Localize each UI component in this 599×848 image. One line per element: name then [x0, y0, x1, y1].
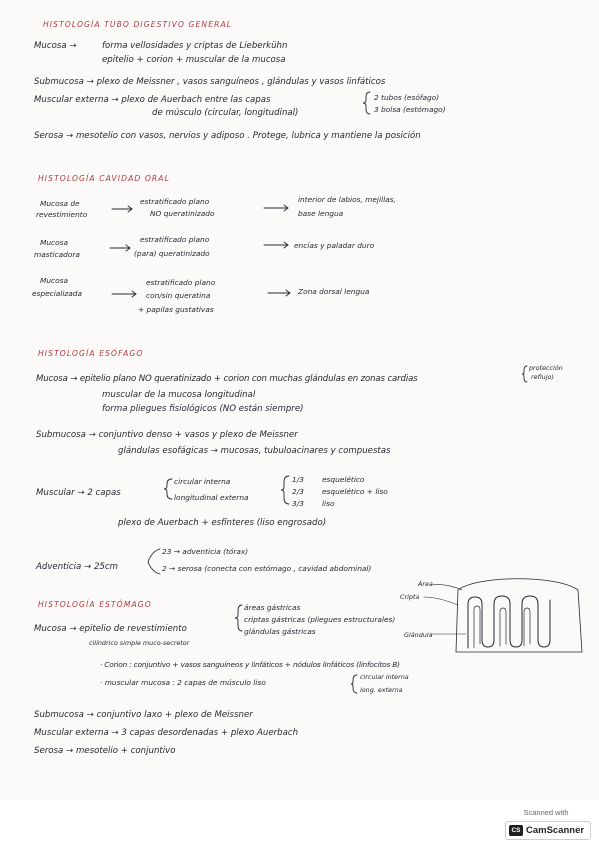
oral-r2-right: encías y paladar duro [294, 241, 375, 250]
esof-mucosa-note-brace [522, 366, 527, 382]
esof-muscular-c1: circular interna [174, 477, 231, 486]
oral-r2-label2: masticadora [34, 250, 80, 259]
oral-r2-label1: Mucosa [40, 238, 69, 247]
tubo-mucosa-line1: forma vellosidades y criptas de Lieberkühn [102, 41, 288, 51]
estom-mm-brace [351, 675, 357, 693]
esof-adv-brace [148, 549, 160, 574]
oral-r1-mid2: NO queratinizado [150, 209, 215, 218]
oral-arrow-r2b [264, 242, 288, 248]
estom-brace-3: glándulas gástricas [244, 627, 316, 636]
tubo-muscular-note2: 3 bolsa (estómago) [374, 105, 446, 114]
oral-r3-right: Zona dorsal lengua [298, 287, 370, 296]
tubo-muscular-line1: Muscular externa → plexo de Auerbach entre las capas [34, 95, 271, 105]
estom-mucosa-sub: cilíndrico simple muco-secretor [89, 639, 190, 647]
esof-mucosa-line2: muscular de la mucosa longitudinal [102, 390, 256, 400]
oral-r3-mid1: estratificado plano [146, 278, 216, 287]
esof-third-3-text: liso [322, 499, 335, 508]
oral-r2-mid2: (para) queratinizado [134, 249, 210, 258]
oral-r1-right1: interior de labios, mejillas, [298, 195, 396, 204]
esof-mucosa-note1: protección [529, 364, 563, 372]
oral-arrow-r1b [264, 205, 288, 211]
oral-r3-mid2: con/sin queratina [146, 291, 211, 300]
esof-muscular-label: Muscular → 2 capas [36, 488, 121, 498]
oral-r1-label1: Mucosa de [40, 199, 80, 208]
esof-third-2-text: esquelético + liso [322, 487, 388, 496]
diagram-label-glandula: Glándula [404, 631, 433, 639]
estom-mm-2: long. externa [360, 686, 403, 694]
esof-thirds-brace [281, 476, 289, 504]
muscular-brace [363, 92, 370, 114]
esof-mucosa-line1: Mucosa → epitelio plano NO queratinizado + corion con muchas glándulas en zonas cardias [36, 374, 418, 384]
esof-adv-2: 2 → serosa (conecta con estómago , cavidad abdominal) [162, 564, 372, 573]
oral-arrow-r1a [112, 206, 132, 212]
camscanner-badge [503, 808, 589, 842]
section-title-estomago: HISTOLOGÍA ESTÓMAGO [38, 600, 152, 609]
estom-muscular-mucosa: · muscular mucosa : 2 capas de músculo liso [100, 678, 266, 687]
esof-mucosa-note2: reflujo) [531, 373, 554, 381]
oral-r1-label2: revestimiento [36, 210, 88, 219]
camscanner-brand [505, 821, 591, 840]
estom-mucosa-brace [235, 605, 242, 631]
esof-submucosa-line1: Submucosa → conjuntivo denso + vasos y plexo de Meissner [36, 430, 298, 440]
estom-serosa: Serosa → mesotelio + conjuntivo [34, 746, 176, 756]
oral-r3-mid3: + papilas gustativas [138, 305, 214, 314]
esof-adv-1: 23 → adventicia (tórax) [162, 547, 249, 556]
estom-mm-1: circular interna [360, 673, 409, 681]
esof-capas-brace [164, 479, 172, 499]
esof-auerbach: plexo de Auerbach + esfínteres (liso engrosado) [118, 518, 327, 528]
tubo-muscular-line2: de músculo (circular, longitudinal) [152, 108, 299, 118]
estom-mucosa-label: Mucosa → epitelio de revestimiento [34, 624, 187, 634]
oral-arrow-r3b [268, 290, 290, 296]
esof-submucosa-line2: glándulas esofágicas → mucosas, tubuloacinares y compuestas [118, 446, 391, 456]
section-title-cavidad-oral: HISTOLOGÍA CAVIDAD ORAL [38, 174, 170, 183]
gastric-mucosa-diagram [424, 579, 582, 652]
esof-muscular-c2: longitudinal externa [174, 493, 249, 502]
esof-third-3: 3/3 [292, 499, 304, 508]
oral-r2-mid1: estratificado plano [140, 235, 210, 244]
diagram-label-cripta: Cripta [400, 593, 420, 601]
oral-r3-label2: especializada [32, 289, 83, 298]
tubo-mucosa-line2: epitelio + corion + muscular de la mucosa [102, 55, 286, 65]
esof-mucosa-line3: forma pliegues fisiológicos (NO están siempre) [102, 404, 304, 414]
tubo-serosa: Serosa → mesotelio con vasos, nervios y adiposo . Protege, lubrica y mantiene la posición [34, 131, 421, 141]
tubo-mucosa-label: Mucosa → [34, 41, 77, 51]
esof-adventicia-label: Adventicia → 25cm [36, 562, 118, 572]
camscanner-name: CamScanner [526, 825, 585, 836]
camscanner-logo-icon: CS [509, 825, 523, 836]
tubo-submucosa: Submucosa → plexo de Meissner , vasos sanguíneos , glándulas y vasos linfáticos [34, 77, 386, 87]
estom-brace-1: áreas gástricas [244, 603, 301, 612]
oral-r1-right2: base lengua [298, 209, 344, 218]
oral-arrow-r3a [112, 291, 136, 297]
esof-third-2: 2/3 [292, 487, 304, 496]
estom-brace-2: criptas gástricas (pliegues estructurales) [244, 615, 396, 624]
esof-third-1: 1/3 [292, 475, 304, 484]
section-title-esofago: HISTOLOGÍA ESÓFAGO [38, 349, 144, 358]
oral-arrow-r2a [110, 245, 130, 251]
scanned-with-label: Scanned with [523, 808, 569, 817]
estom-submucosa: Submucosa → conjuntivo laxo + plexo de Meissner [34, 710, 253, 720]
diagram-label-area: Área [418, 580, 433, 588]
tubo-muscular-note1: 2 tubos (esófago) [374, 93, 440, 102]
estom-muscular: Muscular externa → 3 capas desordenadas + plexo Auerbach [34, 728, 299, 738]
estom-corion: · Corion : conjuntivo + vasos sanguíneos y linfáticos + nódulos linfáticos (linfocitos B) [100, 660, 400, 669]
section-title-tubo-digestivo: HISTOLOGÍA TUBO DIGESTIVO GENERAL [43, 20, 233, 29]
oral-r1-mid1: estratificado plano [140, 197, 210, 206]
esof-third-1-text: esquelético [322, 475, 365, 484]
oral-r3-label1: Mucosa [40, 276, 69, 285]
